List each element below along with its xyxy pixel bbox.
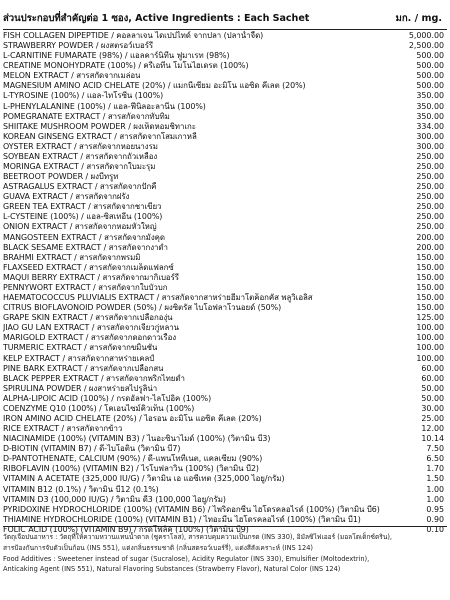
ingredient-name: THIAMINE HYDROCHLORIDE (100%) (VITAMIN B1) / ไทอะมีน ไฮโดรคลอไรด์ (100%) (วิตามิน บี1) — [3, 514, 361, 524]
ingredient-amount: 200.00 — [416, 232, 444, 242]
ingredient-row — [3, 384, 444, 394]
ingredient-row — [3, 333, 444, 343]
ingredient-name: TURMERIC EXTRACT / สารสกัดจากขมิ้นชัน — [3, 343, 158, 353]
footer-line: วัตถุเจือปนอาหาร : วัตถุที่ให้ความหวานแทนน้ำตาล (ซูคราโลส), สารควบคุมความเป็นกรด (INS 330), อิมัลซิไฟเออร์ (มอลโตเด็กซ์ตริน), — [3, 533, 393, 541]
ingredient-amount: 200.00 — [416, 242, 444, 252]
ingredient-amount: 250.00 — [416, 182, 444, 192]
ingredient-amount: 500.00 — [416, 51, 444, 61]
ingredient-row — [3, 444, 444, 454]
ingredient-amount: 1.70 — [426, 464, 444, 474]
ingredient-row — [3, 263, 444, 273]
ingredient-amount: 300.00 — [416, 131, 444, 141]
ingredient-amount: 50.00 — [421, 393, 444, 403]
ingredient-name: HAEMATOCOCCUS PLUVIALIS EXTRACT / สารสกัดจากสาหร่ายฮีมาโตค็อกคัส พลูวิเอลิส — [3, 293, 313, 303]
ingredient-row — [3, 91, 444, 101]
ingredient-amount: 300.00 — [416, 141, 444, 151]
ingredient-row — [3, 364, 444, 374]
ingredient-row — [3, 102, 444, 112]
ingredient-row — [3, 112, 444, 122]
ingredient-amount: 2,500.00 — [408, 41, 444, 51]
ingredient-name: POMEGRANATE EXTRACT / สารสกัดจากทับทิม — [3, 111, 170, 121]
ingredient-row — [3, 323, 444, 333]
ingredient-amount: 100.00 — [416, 323, 444, 333]
ingredient-name: COENZYME Q10 (100%) / โคเอนไซม์คิวเท็น (100%) — [3, 403, 195, 413]
ingredient-name: PENNYWORT EXTRACT / สารสกัดจากใบบัวบก — [3, 282, 168, 292]
ingredient-amount: 0.90 — [426, 514, 444, 524]
ingredient-name: STRAWBERRY POWDER / ผงสตรอว์เบอร์รี่ — [3, 41, 154, 51]
ingredient-amount: 250.00 — [416, 172, 444, 182]
ingredient-name: GRAPE SKIN EXTRACT / สารสกัดจากเปลือกองุ่น — [3, 313, 173, 323]
ingredient-amount: 5,000.00 — [408, 31, 444, 40]
ingredient-row — [3, 505, 444, 515]
ingredient-amount: 6.50 — [426, 454, 444, 464]
ingredient-amount: 250.00 — [416, 162, 444, 172]
ingredient-name: VITAMIN D3 (100,000 IU/G) / วิตามิน ดี3 (100,000 ไอยู/กรัม) — [3, 494, 226, 504]
unit-heading: มก. / mg. — [395, 13, 442, 24]
ingredient-row — [3, 313, 444, 323]
ingredient-row — [3, 283, 444, 293]
ingredient-row — [3, 122, 444, 132]
ingredient-row — [3, 162, 444, 172]
ingredient-row — [3, 222, 444, 232]
ingredient-row — [3, 152, 444, 162]
ingredient-row — [3, 192, 444, 202]
ingredient-amount: 250.00 — [416, 202, 444, 212]
ingredient-amount: 100.00 — [416, 343, 444, 353]
ingredient-name: MELON EXTRACT / สารสกัดจากเมล่อน — [3, 71, 141, 81]
ingredient-row — [3, 434, 444, 444]
ingredient-name: KELP EXTRACT / สารสกัดจากสาหร่ายเคลป์ — [3, 353, 155, 363]
ingredient-amount: 334.00 — [416, 121, 444, 131]
ingredient-row — [3, 474, 444, 484]
ingredient-name: D-PANTOTHENATE, CALCIUM (90%) / ดี-แพนโททีเนต, แคลเซียม (90%) — [3, 454, 263, 464]
food-additives-note — [3, 532, 444, 575]
ingredient-amount: 350.00 — [416, 91, 444, 101]
ingredient-amount: 150.00 — [416, 303, 444, 313]
ingredient-name: L-CYSTEINE (100%) / แอล-ซิสเทอีน (100%) — [3, 212, 163, 222]
ingredient-name: NIACINAMIDE (100%) (VITAMIN B3) / ไนอะซินาไมด์ (100%) (วิตามิน บี3) — [3, 434, 271, 444]
ingredient-amount: 7.50 — [426, 444, 444, 454]
header-divider — [3, 29, 447, 30]
ingredient-amount: 150.00 — [416, 282, 444, 292]
ingredient-name: OYSTER EXTRACT / สารสกัดจากหอยนางรม — [3, 141, 158, 151]
ingredient-amount: 30.00 — [421, 403, 444, 413]
ingredient-name: IRON AMINO ACID CHELATE (20%) / ไอรอน อะมิโน แอซิด คีเลต (20%) — [3, 413, 262, 423]
ingredient-name: ALPHA-LIPOIC ACID (100%) / กรดอัลฟา-ไลโปอิค (100%) — [3, 393, 212, 403]
ingredient-row — [3, 172, 444, 182]
footer-line: Food Additives : Sweetener instead of sugar (Sucralose), Acidity Regulator (INS 330), Emulsifier (Moltodextrin), — [3, 554, 370, 563]
ingredient-row — [3, 202, 444, 212]
ingredient-name: BLACK SESAME EXTRACT / สารสกัดจากงาดำ — [3, 242, 168, 252]
ingredient-row — [3, 464, 444, 474]
ingredient-row — [3, 233, 444, 243]
ingredient-name: MANGOSTEEN EXTRACT / สารสกัดจากมังคุด — [3, 232, 165, 242]
ingredient-amount: 50.00 — [421, 383, 444, 393]
ingredient-name: FLAXSEED EXTRACT / สารสกัดจากเมล็ดแฟลกซ์ — [3, 262, 174, 272]
ingredient-row — [3, 253, 444, 263]
ingredient-amount: 250.00 — [416, 151, 444, 161]
ingredient-name: SOYBEAN EXTRACT / สารสกัดจากถั่วเหลือง — [3, 151, 158, 161]
ingredient-row — [3, 424, 444, 434]
ingredient-row — [3, 81, 444, 91]
ingredient-name: PYRIDOXINE HYDROCHLORIDE (100%) (VITAMIN B6) / ไพริดอกซีน ไฮโดรคลอไรด์ (100%) (วิตามิน บี6) — [3, 504, 380, 514]
ingredient-name: GUAVA EXTRACT / สารสกัดจากฝรั่ง — [3, 192, 130, 202]
ingredient-amount: 500.00 — [416, 71, 444, 81]
ingredient-row — [3, 132, 444, 142]
ingredient-amount: 150.00 — [416, 262, 444, 272]
ingredient-row — [3, 414, 444, 424]
ingredient-name: PINE BARK EXTRACT / สารสกัดจากเปลือกสน — [3, 363, 164, 373]
ingredient-amount: 60.00 — [421, 363, 444, 373]
ingredient-row — [3, 51, 444, 61]
ingredient-name: SPIRULINA POWDER / ผงสาหร่ายสไปรูลิน่า — [3, 383, 158, 393]
ingredient-name: L-PHENYLALANINE (100%) / แอล-ฟีนิลอะลานีน (100%) — [3, 101, 206, 111]
ingredient-name: BEETROOT POWDER / ผงบีทรูท — [3, 172, 119, 182]
ingredient-amount: 1.00 — [426, 484, 444, 494]
ingredient-row — [3, 394, 444, 404]
ingredient-name: FISH COLLAGEN DIPEPTIDE / คอลลาเจน ไดเปปไทด์ จากปลา (ปลาน้ำจืด) — [3, 31, 264, 40]
ingredient-name: L-TYROSINE (100%) / แอล-ไทโรซีน (100%) — [3, 91, 164, 101]
ingredient-row — [3, 454, 444, 464]
ingredient-row — [3, 485, 444, 495]
ingredient-row — [3, 495, 444, 505]
ingredient-name: VITAMIN B12 (0.1%) / วิตามิน บี12 (0.1%) — [3, 484, 159, 494]
ingredient-row — [3, 343, 444, 353]
ingredient-row — [3, 31, 444, 41]
ingredient-row — [3, 212, 444, 222]
footer-line: Anticaking Agent (INS 551), Natural Flavoring Substances (Strawberry Flavor), Natural Color (INS 124) — [3, 565, 341, 574]
ingredient-name: L-CARNITINE FUMARATE (98%) / แอลคาร์นิทีน ฟูมาเรท (98%) — [3, 51, 230, 61]
ingredient-name: ASTRAGALUS EXTRACT / สารสกัดจากปักคี้ — [3, 182, 157, 192]
ingredient-amount: 0.10 — [426, 524, 444, 534]
ingredient-amount: 10.14 — [421, 434, 444, 444]
ingredient-row — [3, 293, 444, 303]
ingredient-name: RICE EXTRACT / สารสกัดจากข้าว — [3, 424, 123, 434]
ingredient-amount: 100.00 — [416, 333, 444, 343]
ingredient-name: VITAMIN A ACETATE (325,000 IU/G) / วิตามิน เอ แอซีเทต (325,000 ไอยู/กรัม) — [3, 474, 285, 484]
ingredient-row — [3, 61, 444, 71]
ingredient-amount: 350.00 — [416, 101, 444, 111]
ingredient-name: BLACK PEPPER EXTRACT / สารสกัดจากพริกไทยดำ — [3, 373, 185, 383]
ingredient-amount: 100.00 — [416, 353, 444, 363]
footer-line: สารป้องกันการจับตัวเป็นก้อน (INS 551), แต่งกลิ่นธรรมชาติ (กลิ่นสตรอว์เบอร์รี่), แต่งสีสังเคราะห์ (INS 124) — [3, 543, 313, 552]
ingredient-name: MARIGOLD EXTRACT / สารสกัดจากดอกดาวเรือง — [3, 333, 177, 343]
ingredient-name: SHIITAKE MUSHROOM POWDER / ผงเห็ดหอมชิทาเกะ — [3, 121, 196, 131]
ingredient-amount: 500.00 — [416, 61, 444, 71]
ingredient-row — [3, 41, 444, 51]
ingredient-name: D-BIOTIN (VITAMIN B7) / ดี-ไบโอติน (วิตามิน บี7) — [3, 444, 181, 454]
ingredient-row — [3, 71, 444, 81]
ingredient-amount: 1.50 — [426, 474, 444, 484]
ingredient-name: FOLIC ACID (100%) (VITAMIN B9) / กรดโฟลิค (100%) (วิตามิน บี9) — [3, 524, 249, 534]
ingredient-row — [3, 303, 444, 313]
ingredient-row — [3, 273, 444, 283]
ingredient-amount: 350.00 — [416, 111, 444, 121]
ingredient-amount: 25.00 — [421, 413, 444, 423]
ingredient-amount: 150.00 — [416, 252, 444, 262]
ingredient-amount: 250.00 — [416, 192, 444, 202]
label-header — [3, 6, 444, 26]
active-ingredients-heading: ส่วนประกอบที่สำคัญต่อ 1 ซอง, Active Ingredients : Each Sachet — [3, 13, 310, 24]
ingredient-amount: 1.00 — [426, 494, 444, 504]
ingredient-amount: 500.00 — [416, 81, 444, 91]
ingredient-name: CITRUS BIOFLAVONOID POWDER (50%) / ผงซิตรัส ไบโอฟลาโวนอยด์ (50%) — [3, 303, 282, 313]
footer-divider — [3, 526, 447, 527]
ingredient-name: MORINGA EXTRACT / สารสกัดจากใบมะรุม — [3, 162, 156, 172]
ingredient-amount: 60.00 — [421, 373, 444, 383]
ingredient-row — [3, 182, 444, 192]
ingredient-row — [3, 404, 444, 414]
ingredient-name: RIBOFLAVIN (100%) (VITAMIN B2) / ไรโบฟลาวิน (100%) (วิตามิน บี2) — [3, 464, 259, 474]
ingredient-name: GREEN TEA EXTRACT / สารสกัดจากชาเขียว — [3, 202, 162, 212]
ingredient-amount: 250.00 — [416, 212, 444, 222]
ingredient-name: ONION EXTRACT / สารสกัดจากหอมหัวใหญ่ — [3, 222, 157, 232]
ingredient-row — [3, 374, 444, 384]
ingredient-amount: 0.95 — [426, 504, 444, 514]
ingredient-list — [3, 31, 444, 535]
ingredient-row — [3, 243, 444, 253]
ingredient-amount: 150.00 — [416, 293, 444, 303]
ingredient-name: KOREAN GINSENG EXTRACT / สารสกัดจากโสมเกาหลี — [3, 131, 197, 141]
ingredient-amount: 150.00 — [416, 272, 444, 282]
ingredient-name: MAGNESIUM AMINO ACID CHELATE (20%) / แมกนีเซียม อะมิโน แอซิด คีเลต (20%) — [3, 81, 306, 91]
ingredient-row — [3, 515, 444, 525]
ingredient-name: BRAHMI EXTRACT / สารสกัดจากพรมมิ — [3, 252, 141, 262]
ingredient-name: JIAO GU LAN EXTRACT / สารสกัดจากเจียวกู่หลาน — [3, 323, 179, 333]
ingredient-row — [3, 354, 444, 364]
ingredient-amount: 250.00 — [416, 222, 444, 232]
ingredient-amount: 12.00 — [421, 424, 444, 434]
ingredient-amount: 125.00 — [416, 313, 444, 323]
ingredient-name: CREATINE MONOHYDRATE (100%) / ครีเอทีน โมโนไฮเดรต (100%) — [3, 61, 249, 71]
ingredient-name: MAQUI BERRY EXTRACT / สารสกัดจากมากิเบอร์รี่ — [3, 272, 179, 282]
ingredient-row — [3, 142, 444, 152]
